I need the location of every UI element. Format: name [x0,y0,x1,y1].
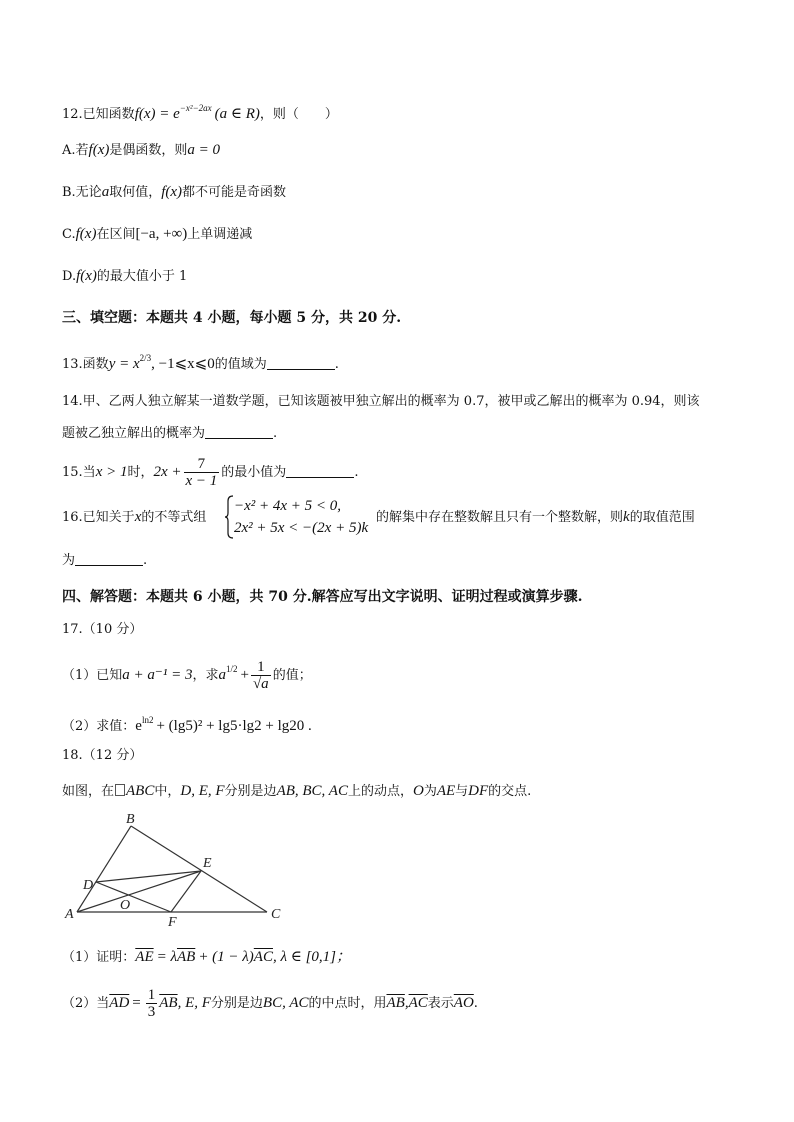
segment-DF [96,882,171,912]
q12-condition: (a ∈ R) [214,106,260,122]
q13-prefix: 13.函数 [62,357,109,372]
q18-edges: AB, BC, AC [276,783,348,799]
q14-end: . [273,426,278,441]
q18-p2-mid2: 分别是边 [210,996,263,1011]
q18-triangle: ABC [126,783,155,799]
q13 [62,348,339,375]
q18-p2-prefix: （2）当 [62,996,110,1011]
q15 [62,455,358,490]
q16-system-brace [224,495,234,539]
q16-line1-pre [62,507,206,528]
q17-p1-eq: a + a⁻¹ = 3 [122,667,193,683]
q16-k: k [623,509,630,525]
q12-option-d [62,266,187,287]
q18-stem-mid4: 为 [423,784,437,799]
q17-p2-e: e [135,718,142,734]
q18-triangle-figure [62,810,292,930]
triangle-symbol [115,784,125,796]
q18-stem-mid: 中， [154,784,181,799]
q18-p1-eq1: = λ [156,949,177,965]
option-c-func: f(x) [75,226,97,242]
q15-num: 7 [184,456,220,473]
q13-exponent: 2/3 [139,353,152,363]
option-c-text: 在区间 [96,227,136,242]
q18-points: D, E, F [180,783,225,799]
section-4-heading: 四、解答题：本题共 6 小题，共 70 分.解答应写出文字说明、证明过程或演算步骤. [62,589,583,605]
option-c-tail: 上单调递减 [187,227,253,242]
section-3-heading: 三、填空题：本题共 4 小题，每小题 5 分，共 20 分. [62,310,402,326]
q14-answer-blank [205,424,273,439]
vector-AD: $\overline{AD}$ [109,995,130,1011]
label-D: D [83,878,94,893]
q16-x: x [134,509,142,525]
label-A: A [65,907,74,922]
q17-p1-a: a [218,667,226,683]
q13-range: , −1⩽x⩽0 [151,356,215,372]
q18-p2-end: . [473,996,478,1011]
vector-AC-2: $\overline{AC}$ [408,995,428,1011]
q17-p1-exp: 1/2 [225,664,238,674]
q18-part2 [62,985,478,1022]
q18-stem-mid5: 与 [455,784,469,799]
option-c-interval: [−a, +∞) [135,226,188,242]
q18-p1-tail: , λ ∈ [0,1]； [272,949,351,965]
option-a-text: 是偶函数，则 [109,143,188,158]
q16-line2-text: 为 [62,553,76,568]
q15-prefix: 15.当 [62,465,96,480]
q16-system [234,495,368,539]
label-E: E [203,856,212,871]
q18-stem-mid3: 上的动点， [347,784,413,799]
q17-p1-num: 1 [251,659,271,676]
q15-text: 的最小值为 [221,465,287,480]
q17-part2 [62,710,312,737]
q15-fraction [184,456,220,489]
label-B: B [126,812,135,827]
q14-line1: 14.甲、乙两人独立解某一道数学题，已知该题被甲独立解出的概率为 0.7，被甲或乙解出的概率为 0.94，则该 [62,394,700,409]
q18-p2-edges: BC, AC [262,995,309,1011]
q18-part1 [62,947,351,968]
option-b-a: a [101,184,110,200]
q18-p1-eq2: + (1 − λ) [198,949,254,965]
label-F: F [168,915,177,930]
q18-stem-mid2: 分别是边 [224,784,277,799]
q18-p2-den: 3 [147,1004,156,1020]
q18-AE: AE [436,783,456,799]
q16-line1-post [376,507,695,528]
q17-part1 [62,651,312,694]
vector-AB-3: $\overline{AB}$ [386,995,405,1011]
option-a-func: f(x) [88,142,110,158]
q18-p2-mid3: 的中点时，用 [308,996,387,1011]
option-b-func: f(x) [161,184,183,200]
q17-p1-plus: + [240,667,249,683]
q16-line2 [62,551,147,571]
q16-mid: 的不等式组 [141,510,207,525]
option-a-eq: a = 0 [187,142,220,158]
vector-AC: $\overline{AC}$ [253,949,273,965]
option-c-label: C. [62,227,76,242]
label-C: C [271,907,281,922]
q12-stem-tail: ，则（ ） [259,107,338,122]
q13-text: 的值域为 [214,357,267,372]
q15-cond: x > 1 [95,464,128,480]
q18-stem-prefix: 如图，在 [62,784,115,799]
q12-option-b [62,182,286,203]
q16-prefix: 16.已知关于 [62,510,135,525]
q14-text: 题被乙独立解出的概率为 [62,426,206,441]
q18-O: O [412,783,424,799]
q17-p1-mid: ，求 [192,668,219,683]
option-b-tail: 都不可能是奇函数 [182,185,287,200]
vector-AE: $\overline{AE}$ [135,949,154,965]
option-d-text: 的最大值小于 1 [96,269,188,284]
q18-stem [62,781,531,802]
q18-p2-fraction [146,987,158,1020]
option-a-label: A.若 [62,143,89,158]
option-d-func: f(x) [76,268,97,284]
q13-answer-blank [267,355,335,370]
q12-function: f(x) = e [134,106,180,122]
q17-p2-exp: ln2 [141,715,154,725]
vector-AB-2: $\overline{AB}$ [159,995,178,1011]
q16-text-2: 的取值范围 [629,510,695,525]
vector-AO: $\overline{AO}$ [453,995,474,1011]
q12-stem [62,98,338,125]
q15-mid: 时， [127,465,154,480]
q15-answer-blank [286,463,354,478]
q12-exponent: −x²−2ax [179,103,212,113]
q16-end: . [143,553,148,568]
q12-stem-text: 12.已知函数 [62,107,135,122]
q17-p2-prefix: （2）求值： [62,719,136,734]
q17-p1-den: √a [252,676,269,692]
q13-func: y = x [108,356,140,372]
q15-expr: 2x + [153,464,182,480]
q16-answer-blank [75,551,143,566]
q15-end: . [354,465,359,480]
q17-p2-rest: + (lg5)² + lg5·lg2 + lg20 . [156,718,312,734]
q16-text: 的解集中存在整数解且只有一个整数解，则 [376,510,624,525]
q18-p1-prefix: （1）证明： [62,950,136,965]
q12-option-c [62,224,252,245]
q13-end: . [334,357,339,372]
option-b-text: 取何值， [109,185,162,200]
q16-inequality-2: 2x² + 5x < −(2x + 5)k [234,520,369,536]
q18-p2-comma: , [404,995,409,1011]
segment-EF [171,871,201,912]
edge-BC [131,826,267,912]
q16-inequality-1: −x² + 4x + 5 < 0, [234,498,342,514]
q18-p2-mid4: 表示 [427,996,454,1011]
label-O: O [120,898,131,913]
q17-p1-tail: 的值； [272,668,312,683]
vector-AB: $\overline{AB}$ [176,949,196,965]
q18-p2-num: 1 [147,987,156,1003]
q18-p2-eq: = [132,995,141,1011]
option-d-label: D. [62,269,77,284]
q18-stem-tail: 的交点. [488,784,532,799]
option-b-label: B.无论 [62,185,102,200]
q17-head: 17.（10 分） [62,622,143,637]
q18-head: 18.（12 分） [62,748,143,763]
q18-DF: DF [468,783,489,799]
q17-p1-fraction [251,659,271,692]
q14-line2 [62,424,277,444]
q12-option-a [62,140,220,161]
q18-p2-points: , E, F [177,995,211,1011]
q17-p1-prefix: （1）已知 [62,668,123,683]
q15-den: x − 1 [185,473,218,489]
